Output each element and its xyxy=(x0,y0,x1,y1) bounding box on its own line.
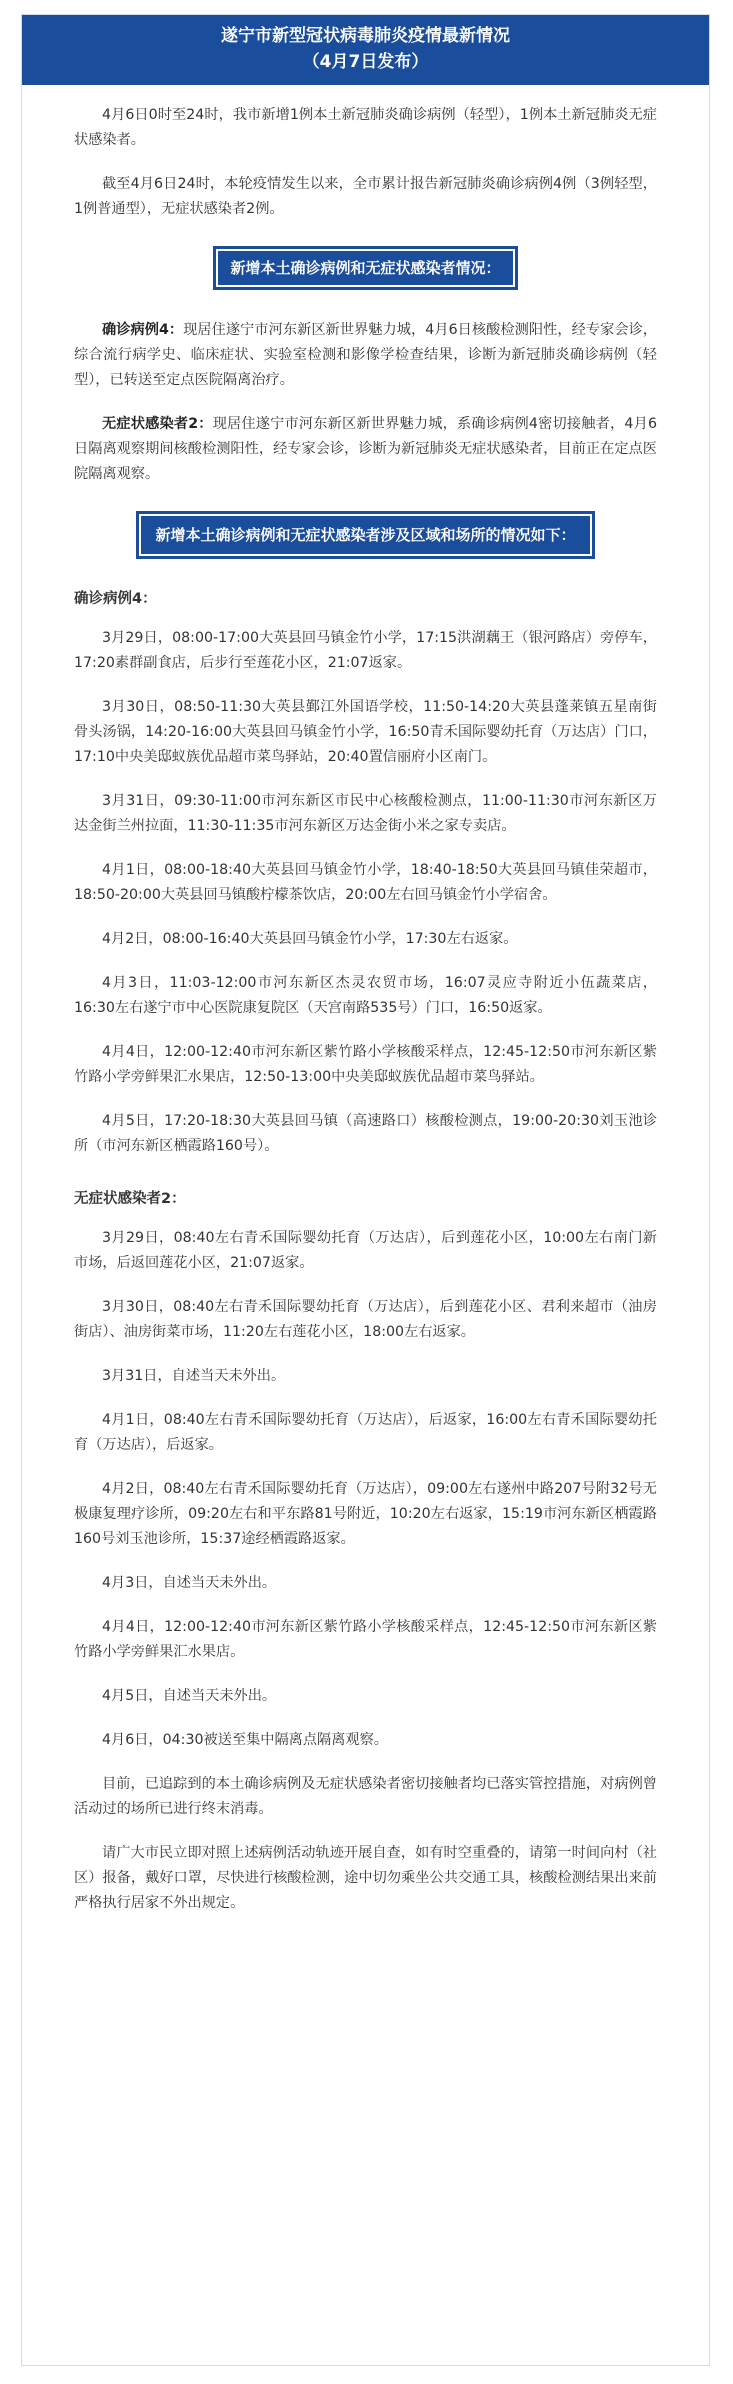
section-banner-new-cases: 新增本土确诊病例和无症状感染者情况： xyxy=(213,246,517,290)
article-subtitle: （4月7日发布） xyxy=(302,52,429,72)
trajectory-item: 3月31日，自述当天未外出。 xyxy=(102,1368,286,1384)
trajectory-item: 4月6日，04:30被送至集中隔离点隔离观察。 xyxy=(102,1732,388,1748)
trajectory-item: 4月2日，08:40左右青禾国际婴幼托育（万达店），09:00左右遂州中路207号附32号无极康复理疗诊所，09:20左右和平东路81号附近，10:20左右返家，15:19市河东新区栖霞路160号刘玉池诊所，15:37途经栖霞路返家。 xyxy=(74,1481,657,1547)
article-header xyxy=(22,15,709,85)
trajectory-item: 3月29日，08:40左右青禾国际婴幼托育（万达店），后到莲花小区，10:00左右南门新市场，后返回莲花小区，21:07返家。 xyxy=(74,1230,657,1271)
section-title-asymptomatic2: 无症状感染者2： xyxy=(74,1191,186,1207)
trajectory-item: 3月30日，08:50-11:30大英县鄞江外国语学校，11:50-14:20大英县蓬莱镇五星南街骨头汤锅，14:20-16:00大英县回马镇金竹小学，16:50青禾国际婴幼托育（万达店）门口，17:10中央美邸蚁族优品超市菜鸟驿站，20:40置信丽府小区南门。 xyxy=(74,699,657,765)
article-card xyxy=(21,14,710,2366)
case-paragraph xyxy=(74,318,657,393)
case-text: 现居住遂宁市河东新区新世界魅力城，系确诊病例4密切接触者，4月6日隔离观察期间核酸检测阳性，经专家会诊，诊断为新冠肺炎无症状感染者，目前正在定点医院隔离观察。 xyxy=(74,416,657,482)
closing-paragraph: 目前，已追踪到的本土确诊病例及无症状感染者密切接触者均已落实管控措施，对病例曾活动过的场所已进行终末消毒。 xyxy=(74,1776,657,1817)
trajectory-item: 4月4日，12:00-12:40市河东新区紫竹路小学核酸采样点，12:45-12:50市河东新区紫竹路小学旁鲜果汇水果店。 xyxy=(74,1619,657,1660)
trajectory-item: 4月2日，08:00-16:40大英县回马镇金竹小学，17:30左右返家。 xyxy=(102,931,518,947)
trajectory-item: 4月3日，11:03-12:00市河东新区杰灵农贸市场，16:07灵应寺附近小伍蔬菜店，16:30左右遂宁市中心医院康复院区（天宫南路535号）门口，16:50返家。 xyxy=(74,975,657,1016)
trajectory-item: 4月3日，自述当天未外出。 xyxy=(102,1575,277,1591)
trajectory-item: 4月5日，17:20-18:30大英县回马镇（高速路口）核酸检测点，19:00-20:30刘玉池诊所（市河东新区栖霞路160号）。 xyxy=(74,1113,657,1154)
trajectory-item: 4月5日，自述当天未外出。 xyxy=(102,1688,277,1704)
article-body xyxy=(22,85,709,1916)
closing-paragraph: 请广大市民立即对照上述病例活动轨迹开展自查，如有时空重叠的，请第一时间向村（社区）报备，戴好口罩，尽快进行核酸检测，途中切勿乘坐公共交通工具，核酸检测结果出来前严格执行居家不外出规定。 xyxy=(74,1845,657,1911)
case-paragraph xyxy=(74,412,657,487)
section-banner-locations: 新增本土确诊病例和无症状感染者涉及区域和场所的情况如下： xyxy=(136,511,594,559)
trajectory-item: 3月30日，08:40左右青禾国际婴幼托育（万达店），后到莲花小区、君利来超市（油房街店）、油房街菜市场，11:20左右莲花小区，18:00左右返家。 xyxy=(74,1299,657,1340)
section-title-case4: 确诊病例4： xyxy=(74,591,157,607)
trajectory-item: 3月29日，08:00-17:00大英县回马镇金竹小学，17:15洪湖藕王（银河路店）旁停车，17:20素群副食店，后步行至莲花小区，21:07返家。 xyxy=(74,630,657,671)
trajectory-item: 4月1日，08:40左右青禾国际婴幼托育（万达店），后返家，16:00左右青禾国际婴幼托育（万达店），后返家。 xyxy=(74,1412,657,1453)
trajectory-item: 4月4日，12:00-12:40市河东新区紫竹路小学核酸采样点，12:45-12:50市河东新区紫竹路小学旁鲜果汇水果店，12:50-13:00中央美邸蚁族优品超市菜鸟驿站。 xyxy=(74,1044,657,1085)
trajectory-item: 4月1日，08:00-18:40大英县回马镇金竹小学，18:40-18:50大英县回马镇佳荣超市，18:50-20:00大英县回马镇酸柠檬茶饮店，20:00左右回马镇金竹小学宿舍。 xyxy=(74,862,657,903)
trajectory-item: 3月31日，09:30-11:00市河东新区市民中心核酸检测点，11:00-11:30市河东新区万达金街兰州拉面，11:30-11:35市河东新区万达金街小米之家专卖店。 xyxy=(74,793,657,834)
intro-paragraph: 截至4月6日24时，本轮疫情发生以来，全市累计报告新冠肺炎确诊病例4例（3例轻型，1例普通型），无症状感染者2例。 xyxy=(74,176,657,217)
case-label: 确诊病例4： xyxy=(102,322,184,338)
intro-paragraph: 4月6日0时至24时，我市新增1例本土新冠肺炎确诊病例（轻型），1例本土新冠肺炎无症状感染者。 xyxy=(74,107,657,148)
article-title: 遂宁市新型冠状病毒肺炎疫情最新情况 xyxy=(221,26,510,46)
case-label: 无症状感染者2： xyxy=(102,416,213,432)
case-text: 现居住遂宁市河东新区新世界魅力城，4月6日核酸检测阳性，经专家会诊，综合流行病学史、临床症状、实验室检测和影像学检查结果，诊断为新冠肺炎确诊病例（轻型），已转送至定点医院隔离治疗。 xyxy=(74,322,657,388)
